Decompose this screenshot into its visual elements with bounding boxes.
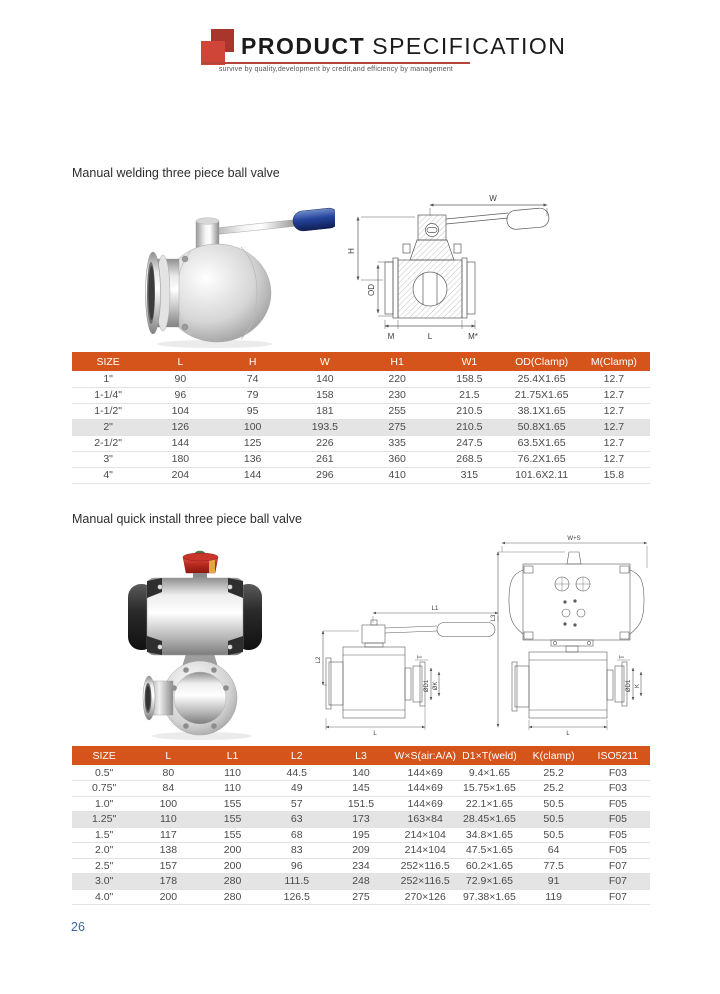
quick-install-valve-spec-table xyxy=(72,746,650,905)
table-cell: F05 xyxy=(586,827,650,843)
column-header: L3 xyxy=(329,746,393,765)
dim-label-m: M xyxy=(387,332,395,341)
table-row xyxy=(72,467,650,483)
table-cell: 0.5" xyxy=(72,765,136,781)
table-cell: 181 xyxy=(289,403,361,419)
table-cell: 195 xyxy=(329,827,393,843)
table-cell: 280 xyxy=(200,874,264,890)
dim-label-ws: W+S xyxy=(567,536,581,542)
table-cell: 125 xyxy=(217,435,289,451)
table-cell: 136 xyxy=(217,451,289,467)
table-cell: 193.5 xyxy=(289,419,361,435)
table-cell: 296 xyxy=(289,467,361,483)
table-cell: 210.5 xyxy=(433,419,505,435)
column-header: OD(Clamp) xyxy=(506,352,578,371)
table-cell: 64 xyxy=(522,843,586,859)
table-cell: 83 xyxy=(265,843,329,859)
table-cell: 50.5 xyxy=(522,812,586,828)
table-row xyxy=(72,765,650,781)
table-row xyxy=(72,371,650,387)
table-cell: 50.5 xyxy=(522,827,586,843)
dim-label-l: L xyxy=(427,332,433,341)
table-cell: 180 xyxy=(144,451,216,467)
table-cell: 280 xyxy=(200,889,264,905)
table-cell: 230 xyxy=(361,387,433,403)
table-row xyxy=(72,451,650,467)
table-cell: 144 xyxy=(144,435,216,451)
table-cell: F07 xyxy=(586,874,650,890)
table-cell: 144×69 xyxy=(393,781,457,797)
table-cell: 360 xyxy=(361,451,433,467)
table-cell: 12.7 xyxy=(578,419,650,435)
table-cell: 21.75X1.65 xyxy=(506,387,578,403)
table-cell: 158 xyxy=(289,387,361,403)
table-cell: 76.2X1.65 xyxy=(506,451,578,467)
page-title-primary: PRODUCT xyxy=(241,33,366,59)
table-cell: 151.5 xyxy=(329,796,393,812)
table-cell: 3.0" xyxy=(72,874,136,890)
table-cell: 22.1×1.65 xyxy=(457,796,521,812)
table-cell: 2-1/2" xyxy=(72,435,144,451)
table-cell: 261 xyxy=(289,451,361,467)
table-cell: 2.0" xyxy=(72,843,136,859)
table-cell: F03 xyxy=(586,765,650,781)
table-cell: 12.7 xyxy=(578,403,650,419)
table-cell: 155 xyxy=(200,812,264,828)
column-header: L xyxy=(136,746,200,765)
table-cell: 4.0" xyxy=(72,889,136,905)
dim-label-h: H xyxy=(347,248,356,254)
table-cell: 214×104 xyxy=(393,827,457,843)
table-cell: 252×116.5 xyxy=(393,858,457,874)
dim-label-l-left: L xyxy=(373,731,377,737)
table-cell: 0.75" xyxy=(72,781,136,797)
column-header: D1×T(weld) xyxy=(457,746,521,765)
table-cell: 34.8×1.65 xyxy=(457,827,521,843)
table-cell: 12.7 xyxy=(578,371,650,387)
table-cell: 220 xyxy=(361,371,433,387)
brand-tagline: survive by quality,development by credit,and efficiency by management xyxy=(218,66,454,73)
dim-label-k-left: ØK xyxy=(433,681,439,691)
table-cell: 214×104 xyxy=(393,843,457,859)
welding-valve-drawing xyxy=(335,188,650,346)
table-cell: 68 xyxy=(265,827,329,843)
table-cell: 210.5 xyxy=(433,403,505,419)
column-header: W xyxy=(289,352,361,371)
table-cell: 63.5X1.65 xyxy=(506,435,578,451)
table-cell: 248 xyxy=(329,874,393,890)
page-title-secondary: SPECIFICATION xyxy=(372,33,567,59)
table-row xyxy=(72,419,650,435)
table-row xyxy=(72,827,650,843)
table-cell: 104 xyxy=(144,403,216,419)
table-cell: 4" xyxy=(72,467,144,483)
table-cell: 97.38×1.65 xyxy=(457,889,521,905)
table-cell: 200 xyxy=(200,843,264,859)
table-cell: 110 xyxy=(200,781,264,797)
table-cell: 1.5" xyxy=(72,827,136,843)
table-cell: 200 xyxy=(136,889,200,905)
table-cell: 44.5 xyxy=(265,765,329,781)
dim-label-k-right: K xyxy=(635,683,641,689)
table-cell: 1-1/4" xyxy=(72,387,144,403)
table-cell: 255 xyxy=(361,403,433,419)
table-cell: 15.8 xyxy=(578,467,650,483)
table-cell: 275 xyxy=(361,419,433,435)
quick-install-valve-photo xyxy=(100,540,320,740)
table-cell: 140 xyxy=(329,765,393,781)
table-row xyxy=(72,812,650,828)
table-cell: 155 xyxy=(200,796,264,812)
table-cell: 126 xyxy=(144,419,216,435)
table-cell: 25.4X1.65 xyxy=(506,371,578,387)
table-cell: 25.2 xyxy=(522,781,586,797)
table-cell: 140 xyxy=(289,371,361,387)
table-cell: 95 xyxy=(217,403,289,419)
table-cell: 335 xyxy=(361,435,433,451)
quick-install-valve-drawing xyxy=(313,528,710,743)
table-cell: 1.25" xyxy=(72,812,136,828)
table-row xyxy=(72,889,650,905)
table-row xyxy=(72,435,650,451)
dim-label-l1: L1 xyxy=(431,606,439,612)
column-header: SIZE xyxy=(72,746,136,765)
dim-label-l3: L3 xyxy=(491,614,497,622)
table-cell: 157 xyxy=(136,858,200,874)
table-cell: 145 xyxy=(329,781,393,797)
table-cell: 2.5" xyxy=(72,858,136,874)
welding-valve-photo xyxy=(95,195,335,350)
table-cell: 163×84 xyxy=(393,812,457,828)
table-cell: 60.2×1.65 xyxy=(457,858,521,874)
table-row xyxy=(72,858,650,874)
section-title-welding-valve: Manual welding three piece ball valve xyxy=(72,166,280,180)
table-cell: 247.5 xyxy=(433,435,505,451)
table-cell: 84 xyxy=(136,781,200,797)
table-cell: 275 xyxy=(329,889,393,905)
column-header: ISO5211 xyxy=(586,746,650,765)
table-row xyxy=(72,874,650,890)
table-cell: 38.1X1.65 xyxy=(506,403,578,419)
table-cell: 15.75×1.65 xyxy=(457,781,521,797)
table-cell: 91 xyxy=(522,874,586,890)
table-cell: 110 xyxy=(136,812,200,828)
table-cell: 90 xyxy=(144,371,216,387)
table-cell: 96 xyxy=(144,387,216,403)
table-cell: 100 xyxy=(217,419,289,435)
column-header: L xyxy=(144,352,216,371)
table-cell: F05 xyxy=(586,843,650,859)
column-header: W×S(air:A/A) xyxy=(393,746,457,765)
table-cell: 252×116.5 xyxy=(393,874,457,890)
table-cell: 158.5 xyxy=(433,371,505,387)
table-cell: F07 xyxy=(586,889,650,905)
table-cell: 119 xyxy=(522,889,586,905)
table-cell: 1-1/2" xyxy=(72,403,144,419)
table-cell: 173 xyxy=(329,812,393,828)
table-cell: 200 xyxy=(200,858,264,874)
table-cell: 101.6X2.11 xyxy=(506,467,578,483)
dim-label-l-right: L xyxy=(566,731,570,737)
page-title xyxy=(241,33,566,60)
section-title-quick-install-valve: Manual quick install three piece ball valve xyxy=(72,512,302,526)
table-cell: 21.5 xyxy=(433,387,505,403)
table-cell: 80 xyxy=(136,765,200,781)
table-cell: 2" xyxy=(72,419,144,435)
welding-valve-spec-table xyxy=(72,352,650,484)
column-header: W1 xyxy=(433,352,505,371)
table-cell: 178 xyxy=(136,874,200,890)
table-cell: 77.5 xyxy=(522,858,586,874)
table-cell: 110 xyxy=(200,765,264,781)
table-cell: 25.2 xyxy=(522,765,586,781)
table-cell: 234 xyxy=(329,858,393,874)
brand-divider xyxy=(202,62,470,64)
table-row xyxy=(72,796,650,812)
table-cell: 3" xyxy=(72,451,144,467)
dim-label-t-left: T xyxy=(418,655,424,659)
dim-label-d1-right: ØD1 xyxy=(626,679,632,693)
table-cell: 144×69 xyxy=(393,765,457,781)
table-row xyxy=(72,781,650,797)
table-cell: 144 xyxy=(217,467,289,483)
table-cell: 126.5 xyxy=(265,889,329,905)
column-header: H1 xyxy=(361,352,433,371)
table-cell: 209 xyxy=(329,843,393,859)
table-row xyxy=(72,843,650,859)
column-header: SIZE xyxy=(72,352,144,371)
table-cell: 47.5×1.65 xyxy=(457,843,521,859)
table-cell: 144×69 xyxy=(393,796,457,812)
table-cell: 12.7 xyxy=(578,387,650,403)
column-header: M(Clamp) xyxy=(578,352,650,371)
table-cell: 50.8X1.65 xyxy=(506,419,578,435)
column-header: K(clamp) xyxy=(522,746,586,765)
table-cell: 49 xyxy=(265,781,329,797)
table-cell: 155 xyxy=(200,827,264,843)
dim-label-w: W xyxy=(489,194,497,203)
column-header: L1 xyxy=(200,746,264,765)
dim-label-t-right: T xyxy=(620,655,626,659)
column-header: L2 xyxy=(265,746,329,765)
dim-label-l2: L2 xyxy=(316,656,322,664)
table-cell: 204 xyxy=(144,467,216,483)
table-cell: 96 xyxy=(265,858,329,874)
table-cell: 1" xyxy=(72,371,144,387)
table-cell: 100 xyxy=(136,796,200,812)
page-number: 26 xyxy=(71,920,85,934)
table-cell: 315 xyxy=(433,467,505,483)
table-cell: 226 xyxy=(289,435,361,451)
dim-label-d1-left: ØD1 xyxy=(424,679,430,693)
table-cell: F05 xyxy=(586,796,650,812)
table-cell: 12.7 xyxy=(578,435,650,451)
table-cell: 111.5 xyxy=(265,874,329,890)
table-cell: 9.4×1.65 xyxy=(457,765,521,781)
table-cell: 410 xyxy=(361,467,433,483)
table-cell: 79 xyxy=(217,387,289,403)
table-cell: 268.5 xyxy=(433,451,505,467)
column-header: H xyxy=(217,352,289,371)
table-cell: F07 xyxy=(586,858,650,874)
table-cell: 12.7 xyxy=(578,451,650,467)
table-cell: 138 xyxy=(136,843,200,859)
dim-label-od: OD xyxy=(367,284,376,296)
table-cell: 117 xyxy=(136,827,200,843)
table-cell: 63 xyxy=(265,812,329,828)
table-cell: 50.5 xyxy=(522,796,586,812)
table-row xyxy=(72,387,650,403)
dim-label-m-star: M* xyxy=(468,332,478,341)
table-cell: 72.9×1.65 xyxy=(457,874,521,890)
table-cell: 57 xyxy=(265,796,329,812)
table-cell: 74 xyxy=(217,371,289,387)
table-cell: F03 xyxy=(586,781,650,797)
table-cell: F05 xyxy=(586,812,650,828)
table-row xyxy=(72,403,650,419)
table-cell: 1.0" xyxy=(72,796,136,812)
table-cell: 270×126 xyxy=(393,889,457,905)
table-cell: 28.45×1.65 xyxy=(457,812,521,828)
